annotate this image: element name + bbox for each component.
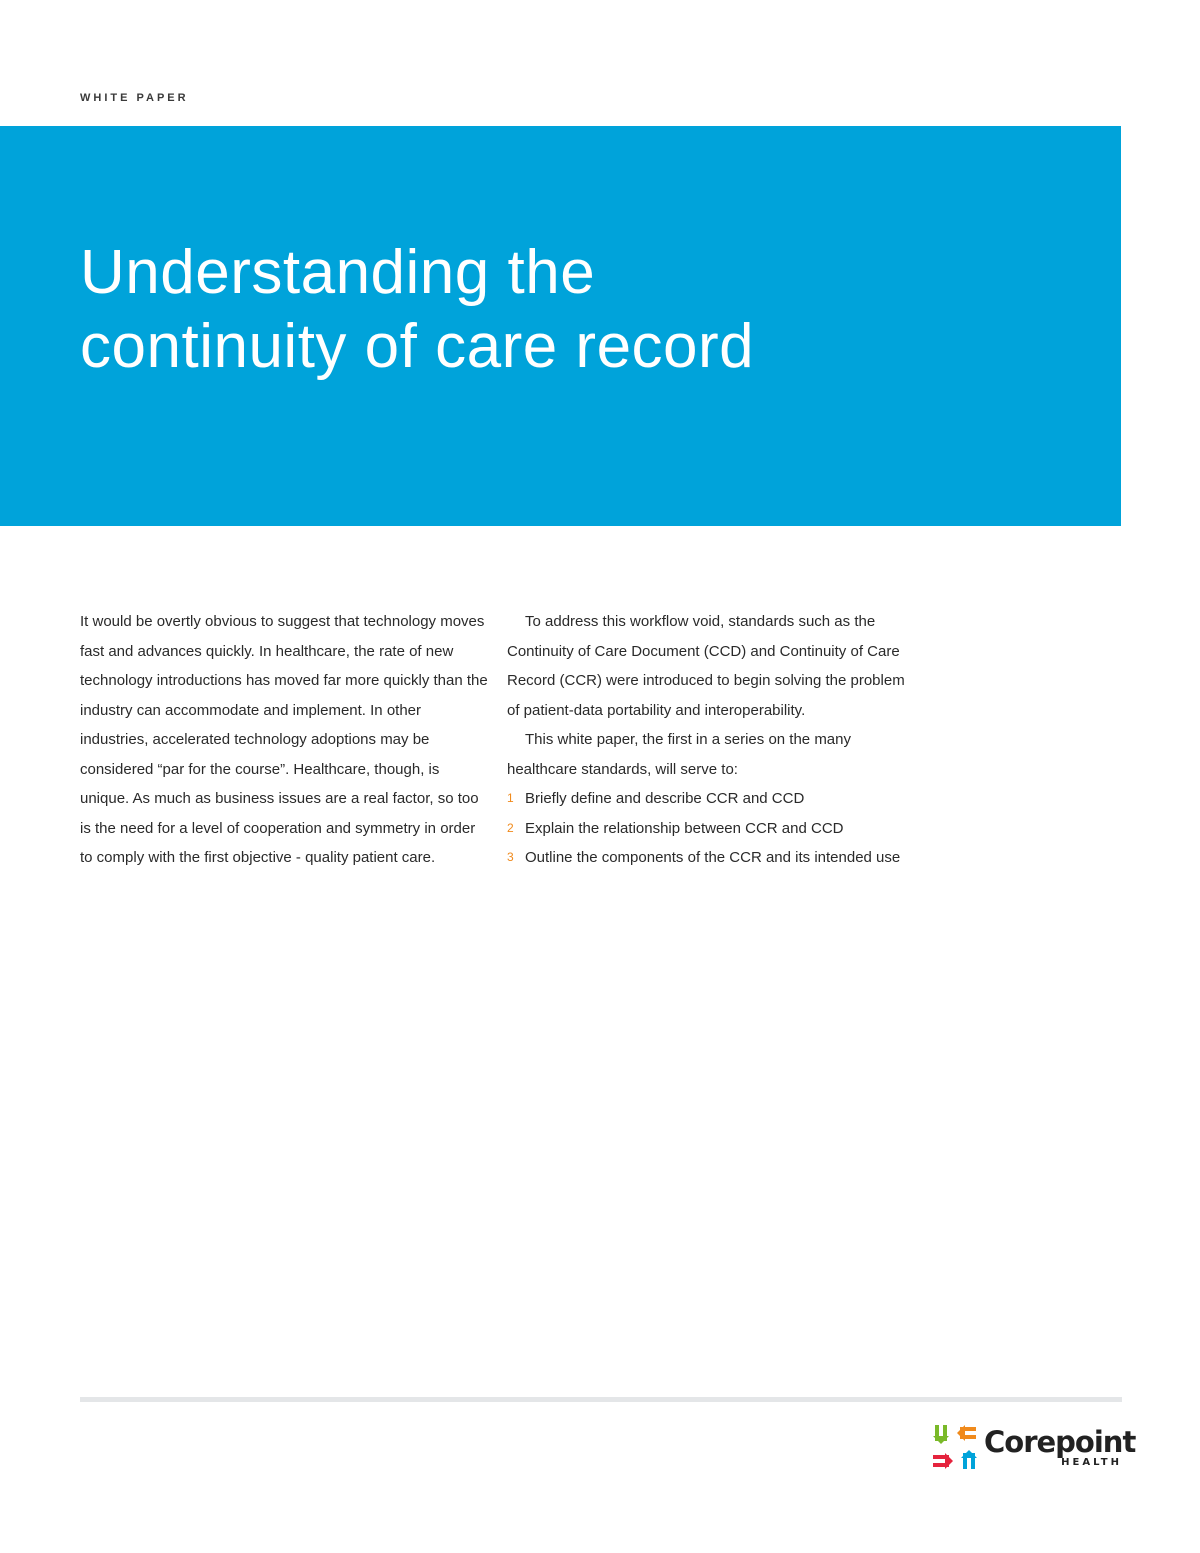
- intro-left-column: [80, 607, 490, 873]
- intro-paragraph: It would be overtly obvious to suggest that technology moves fast and advances quickly. In healthcare, the rate of new technology introductions has moved far more quickly than the industry can accommodate and implement. In other industries, accelerated technology adoptions may be considered “par for the course”. Healthcare, though, is unique. As much as business issues are a real factor, so too is the need for a level of cooperation and symmetry in order to comply with the first objective - quality patient care.: [80, 613, 488, 866]
- goal-item: [507, 814, 907, 844]
- corepoint-logo: [930, 1422, 1136, 1474]
- logo-wordmark: Corepoint: [984, 1425, 1136, 1459]
- title-line-2: continuity of care record: [80, 312, 755, 381]
- goal-text: Explain the relationship between CCR and CCD: [525, 819, 844, 837]
- goal-item: [507, 784, 907, 814]
- title-line-1: Understanding the: [80, 238, 596, 307]
- purpose-paragraph: This white paper, the first in a series on the many healthcare standards, will serve to:: [507, 731, 851, 778]
- goals-list: [507, 784, 907, 873]
- goal-number: 1: [507, 791, 514, 805]
- corepoint-arrows-icon: [930, 1422, 980, 1472]
- goal-number: 3: [507, 850, 514, 864]
- footer-divider: [80, 1397, 1122, 1402]
- goal-text: Briefly define and describe CCR and CCD: [525, 790, 805, 807]
- document-title: [80, 236, 980, 384]
- intro-right-column: [507, 607, 907, 873]
- goal-number: 2: [507, 820, 514, 835]
- eyebrow-label: WHITE PAPER: [80, 92, 189, 104]
- hero-banner: [0, 126, 1121, 526]
- logo-subtitle: HEALTH: [1061, 1457, 1122, 1468]
- goal-item: [507, 843, 907, 873]
- goal-text: Outline the components of the CCR and its intended use: [525, 849, 901, 866]
- standards-paragraph: To address this workflow void, standards such as the Continuity of Care Document (CCD) and Continuity of Care Record (CCR) were introduced to begin solving the problem of patient-data portability and interoperability.: [507, 613, 905, 719]
